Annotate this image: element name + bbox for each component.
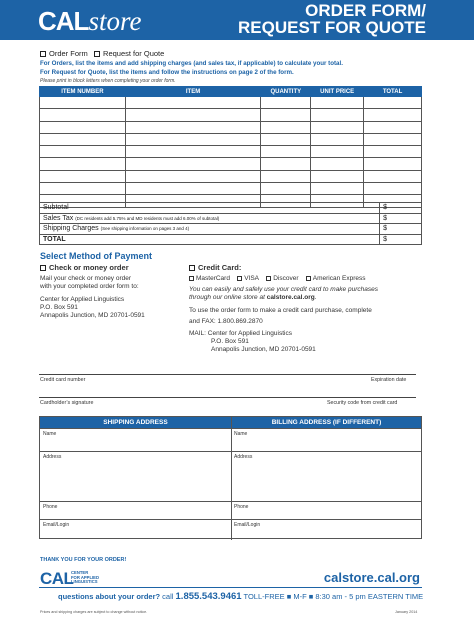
shipping-note: (See shipping information on pages 3 and 4) (100, 226, 190, 232)
address-rule (40, 428, 421, 429)
check-title-text: Check or money order (49, 263, 129, 272)
card-note-line1: You can easily and safely use your credit card to make purchases (189, 286, 378, 293)
items-table (39, 86, 422, 208)
credit-card-title (189, 264, 429, 272)
billing-address-label: Address (234, 454, 253, 460)
sales-tax-text: Sales Tax (43, 214, 74, 222)
item-cell[interactable] (364, 121, 422, 133)
signature-line[interactable] (39, 397, 416, 398)
item-cell[interactable] (125, 183, 261, 195)
billing-phone-label: Phone (234, 504, 249, 510)
items-table-header (40, 87, 422, 97)
table-row (40, 170, 422, 182)
expiration-label: Expiration date (371, 377, 407, 383)
logo-store-text: store (88, 6, 142, 36)
item-cell[interactable] (40, 133, 126, 145)
credit-card-checkbox[interactable] (189, 265, 195, 271)
shipping-row (40, 224, 422, 235)
sales-tax-value[interactable]: $ (380, 213, 422, 224)
call-text: call (160, 592, 176, 601)
mastercard-checkbox[interactable] (189, 276, 194, 281)
calstore-logo (38, 6, 141, 37)
item-cell[interactable] (364, 183, 422, 195)
form-title-line2: REQUEST FOR QUOTE (238, 18, 426, 37)
col-item: ITEM (125, 87, 261, 97)
mail-line2: P.O. Box 591 (211, 338, 249, 345)
item-cell[interactable] (40, 146, 126, 158)
table-row (40, 133, 422, 145)
col-quantity: QUANTITY (261, 87, 311, 97)
sales-tax-label (40, 213, 380, 224)
item-cell[interactable] (364, 170, 422, 182)
item-cell[interactable] (125, 170, 261, 182)
instruction-orders: For Orders, list the items and add shipping charges (and sales tax, if applicable) to calculate your total. (40, 60, 343, 67)
address-divider (231, 417, 232, 540)
col-item-number: ITEM NUMBER (40, 87, 126, 97)
col-total: TOTAL (364, 87, 422, 97)
cal-footer-subtitle (71, 571, 99, 585)
item-cell[interactable] (364, 133, 422, 145)
store-url-link[interactable]: calstore.cal.org (323, 570, 420, 585)
item-cell[interactable] (40, 109, 126, 121)
item-cell[interactable] (261, 97, 311, 109)
amex-checkbox[interactable] (306, 276, 311, 281)
card-number-label: Credit card number (40, 377, 86, 383)
subtotal-label: Subtotal (40, 203, 380, 214)
item-cell[interactable] (40, 183, 126, 195)
item-cell[interactable] (364, 97, 422, 109)
visa-label: VISA (244, 275, 260, 282)
card-use-line2: and FAX: 1.800.869.2870 (189, 318, 263, 325)
table-row (40, 146, 422, 158)
address-rule (40, 501, 421, 502)
address-section (39, 416, 422, 539)
total-value[interactable]: $ (380, 234, 422, 245)
discover-checkbox[interactable] (266, 276, 271, 281)
check-address-line3: Annapolis Junction, MD 20701-0591 (40, 312, 145, 319)
address-rule (40, 519, 421, 520)
sales-tax-row (40, 213, 422, 224)
item-cell[interactable] (261, 170, 311, 182)
contact-line (58, 591, 423, 602)
shipping-value[interactable]: $ (380, 224, 422, 235)
print-note: Please print in block letters when completing your order form. (40, 78, 176, 84)
card-note-text: through our online store at (189, 294, 267, 301)
item-cell[interactable] (125, 146, 261, 158)
signature-label: Cardholder’s signature (40, 400, 94, 406)
mail-line1: MAIL: Center for Applied Linguistics (189, 330, 292, 337)
table-row (40, 158, 422, 170)
phone-number[interactable]: 1.855.543.9461 (175, 591, 242, 602)
form-date: January 2014 (395, 610, 418, 614)
disclaimer-text: Prices and shipping charges are subject to change without notice. (40, 610, 148, 614)
item-cell[interactable] (40, 121, 126, 133)
shipping-email-label: Email/Login (43, 522, 70, 528)
item-cell[interactable] (364, 146, 422, 158)
payment-section-title: Select Method of Payment (40, 251, 153, 261)
item-cell[interactable] (125, 121, 261, 133)
card-number-line[interactable] (39, 374, 416, 375)
thank-you-text: THANK YOU FOR YOUR ORDER! (40, 557, 127, 563)
security-code-label: Security code from credit card (327, 400, 398, 406)
cal-sub-line2: FOR APPLIED (71, 574, 99, 580)
item-cell[interactable] (261, 158, 311, 170)
item-cell[interactable] (40, 158, 126, 170)
item-cell[interactable] (125, 133, 261, 145)
item-cell[interactable] (261, 109, 311, 121)
card-note-period: . (314, 294, 317, 301)
request-quote-label: Request for Quote (103, 49, 165, 58)
item-cell[interactable] (311, 97, 364, 109)
logo-cal-text: CAL (38, 6, 89, 36)
item-cell[interactable] (261, 146, 311, 158)
table-row (40, 183, 422, 195)
billing-address-header: BILLING ADDRESS (IF DIFFERENT) (232, 417, 421, 428)
footer-rule (39, 587, 422, 588)
mastercard-label: MasterCard (196, 275, 230, 282)
instruction-quote: For Request for Quote, list the items and follow the instructions on page 2 of the form. (40, 69, 294, 76)
card-note-line2 (189, 294, 429, 302)
item-cell[interactable] (311, 158, 364, 170)
shipping-name-label: Name (43, 431, 57, 437)
shipping-address-header: SHIPPING ADDRESS (40, 417, 231, 428)
subtotal-value[interactable]: $ (380, 203, 422, 214)
visa-checkbox[interactable] (237, 276, 242, 281)
billing-name-label: Name (234, 431, 248, 437)
item-cell[interactable] (40, 97, 126, 109)
item-cell[interactable] (311, 133, 364, 145)
header-bar (0, 0, 474, 40)
item-cell[interactable] (261, 183, 311, 195)
form-type-options (40, 49, 164, 58)
item-cell[interactable] (40, 170, 126, 182)
check-checkbox[interactable] (40, 265, 46, 271)
shipping-phone-label: Phone (43, 504, 58, 510)
check-address-line1: Center for Applied Linguistics (40, 296, 125, 303)
card-note-link[interactable]: calstore.cal.org (266, 294, 315, 301)
shipping-label (40, 224, 380, 235)
table-row (40, 109, 422, 121)
item-cell[interactable] (364, 158, 422, 170)
check-option (40, 264, 145, 320)
cal-sub-line3: LINGUISTICS (71, 579, 98, 585)
request-quote-checkbox[interactable] (94, 51, 100, 57)
table-row (40, 121, 422, 133)
check-option-title (40, 264, 145, 272)
form-title (238, 2, 426, 36)
item-cell[interactable] (311, 146, 364, 158)
card-types (189, 275, 429, 283)
questions-text: questions about your order? (58, 592, 161, 601)
item-cell[interactable] (261, 121, 311, 133)
item-cell[interactable] (125, 158, 261, 170)
item-cell[interactable] (125, 109, 261, 121)
discover-label: Discover (273, 275, 299, 282)
item-cell[interactable] (261, 133, 311, 145)
total-row (40, 234, 422, 245)
address-rule (40, 451, 421, 452)
cal-sub-line1: CENTER (71, 570, 89, 575)
item-cell[interactable] (311, 121, 364, 133)
mail-line3: Annapolis Junction, MD 20701-0591 (211, 346, 316, 353)
shipping-text: Shipping Charges (43, 225, 99, 233)
billing-email-label: Email/Login (234, 522, 261, 528)
item-cell[interactable] (311, 170, 364, 182)
credit-card-title-text: Credit Card: (198, 263, 242, 272)
hours-text: TOLL-FREE ■ M-F ■ 8:30 am - 5 pm EASTERN TIME (241, 592, 424, 601)
check-line1: Mail your check or money order (40, 275, 132, 282)
cal-footer-logo: CAL (40, 569, 74, 588)
credit-card-option (189, 264, 429, 354)
amex-label: American Express (312, 275, 366, 282)
card-use-line1: To use the order form to make a credit card purchase, complete (189, 307, 372, 314)
sales-tax-note: (DC residents add 5.75% and MD residents must add 6.00% of subtotal) (75, 215, 220, 221)
check-line2: with your completed order form to: (40, 283, 139, 290)
order-form-label: Order Form (49, 49, 88, 58)
subtotal-row (40, 203, 422, 214)
item-cell[interactable] (311, 183, 364, 195)
table-row (40, 97, 422, 109)
item-cell[interactable] (311, 109, 364, 121)
order-form-checkbox[interactable] (40, 51, 46, 57)
shipping-address-label: Address (43, 454, 62, 460)
form-title-line1: ORDER FORM/ (305, 1, 426, 20)
check-address-line2: P.O. Box 591 (40, 304, 78, 311)
item-cell[interactable] (364, 109, 422, 121)
totals-table (39, 202, 422, 245)
col-unit-price: UNIT PRICE (311, 87, 364, 97)
total-label: TOTAL (40, 234, 380, 245)
item-cell[interactable] (125, 97, 261, 109)
